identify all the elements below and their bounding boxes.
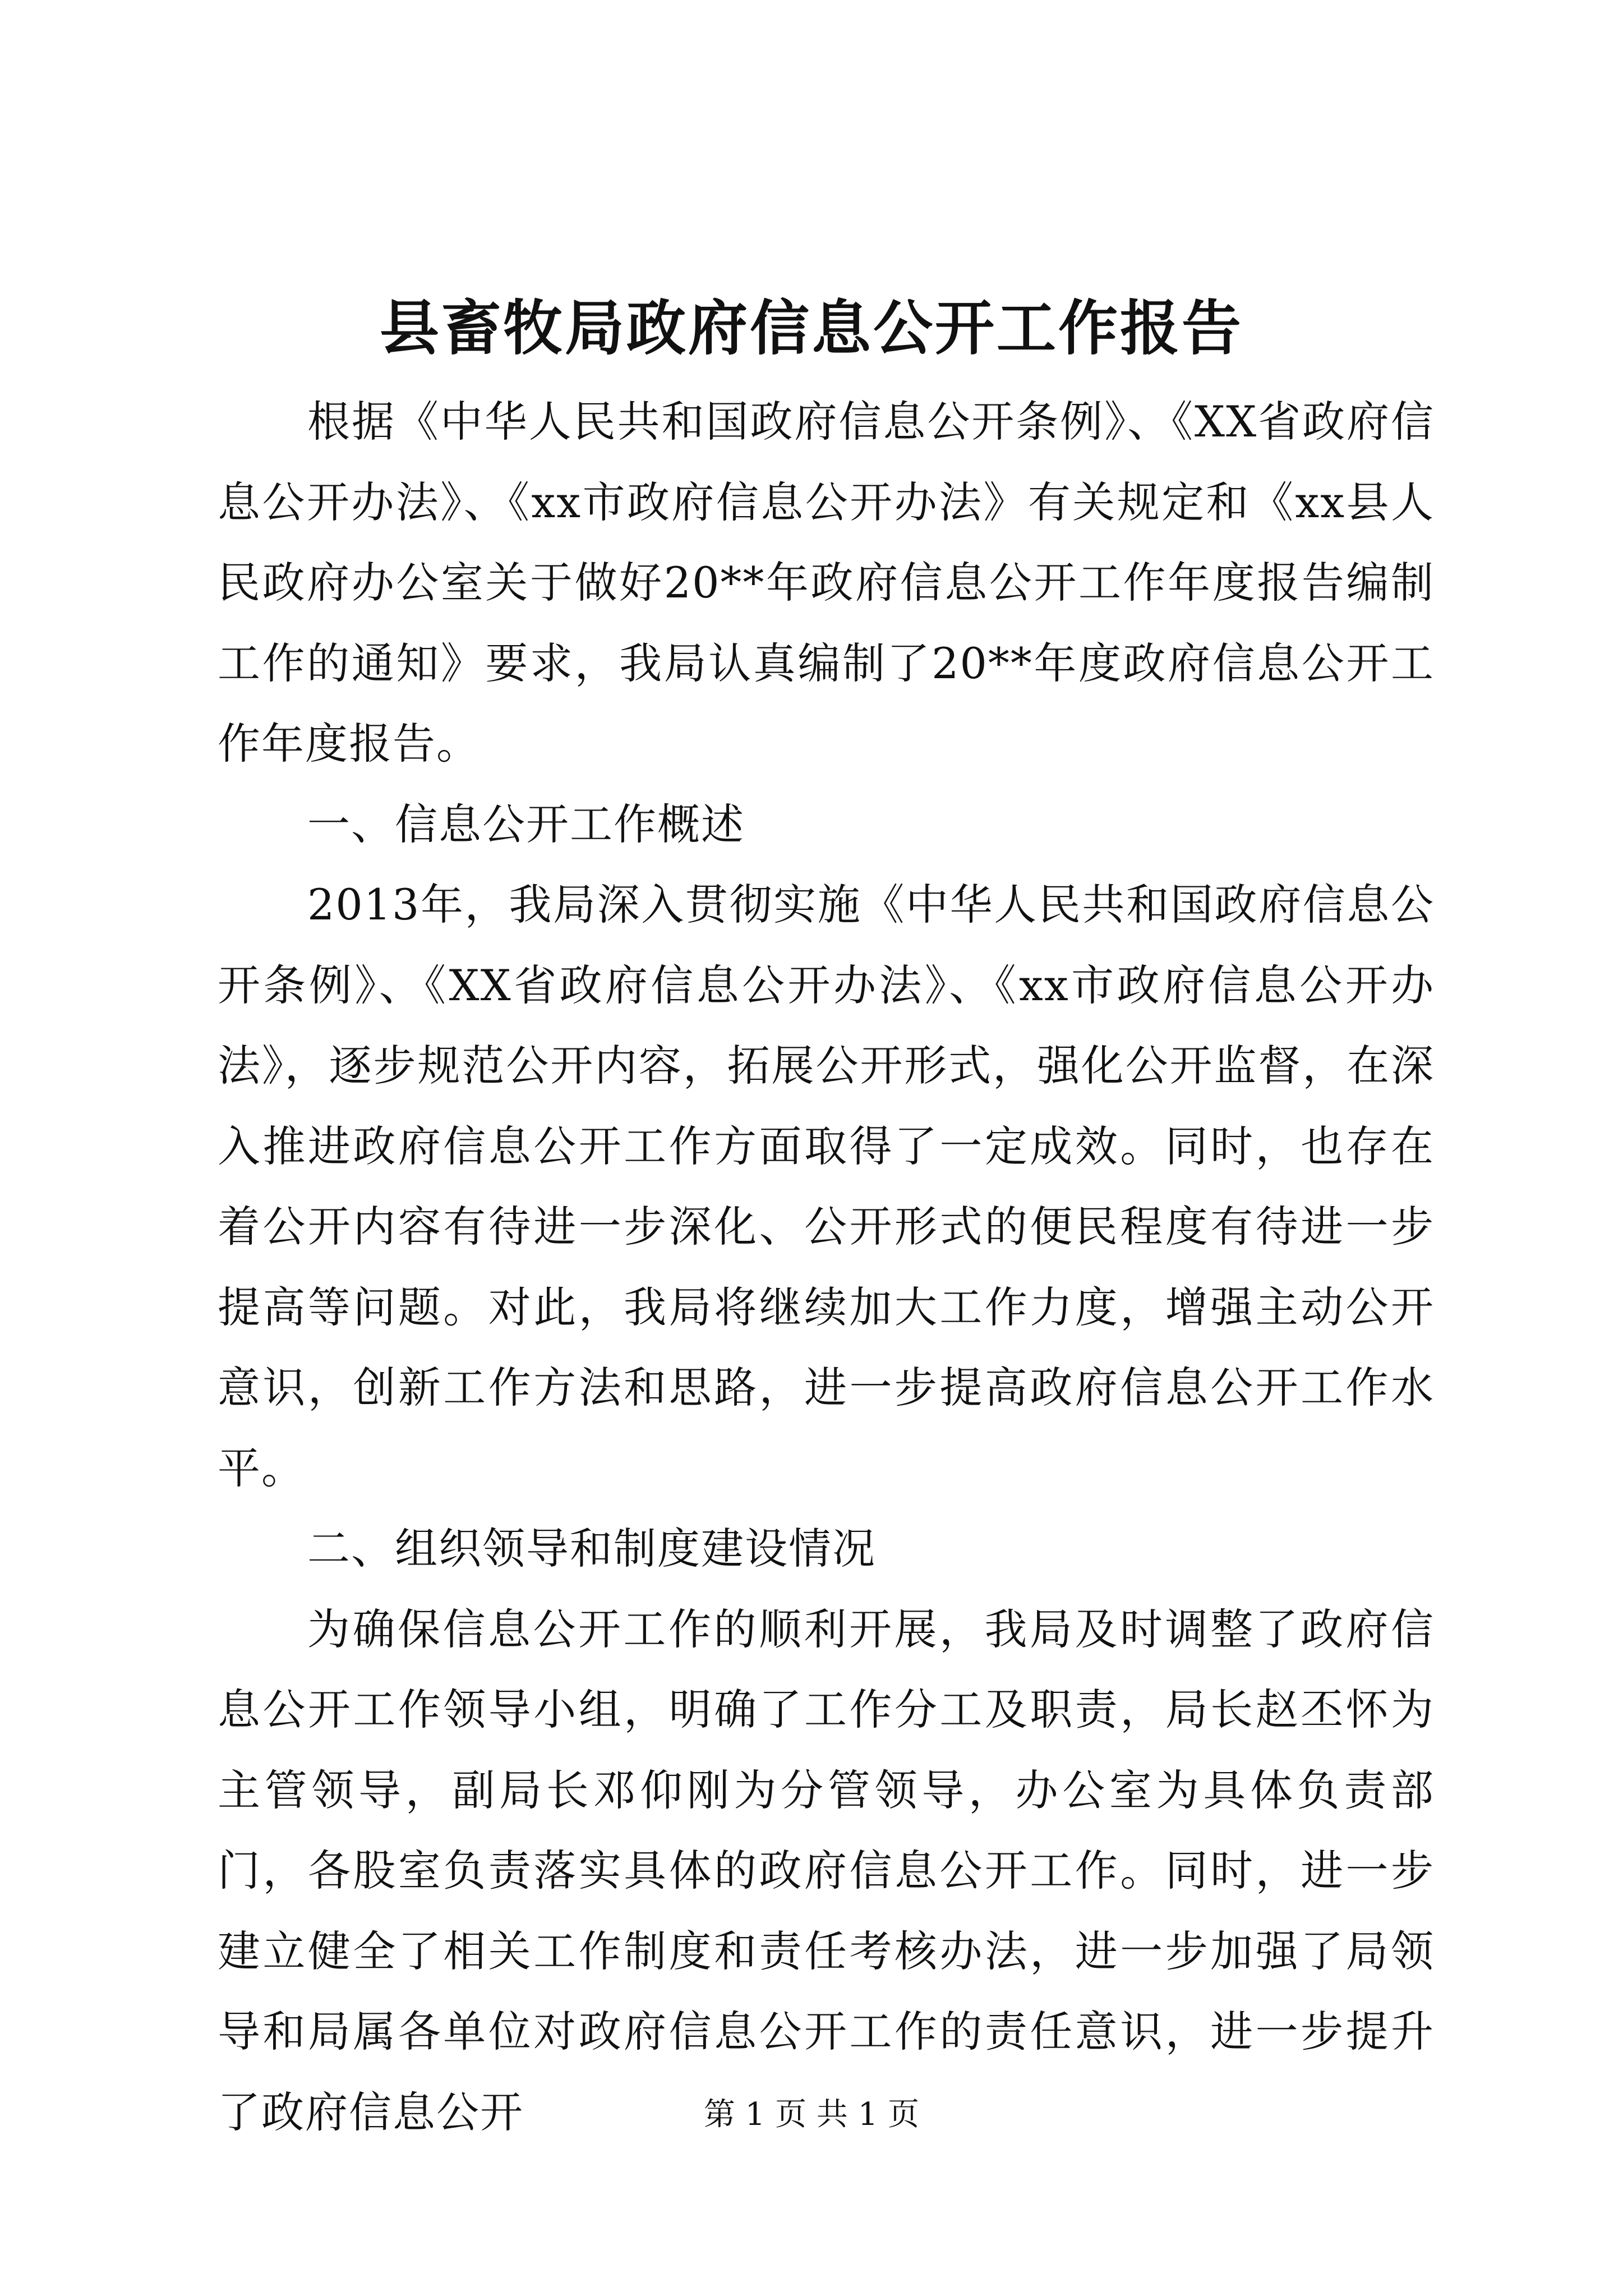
page-number-footer: 第 1 页 共 1 页 <box>703 2096 920 2133</box>
paragraph-organization: 为确保信息公开工作的顺利开展，我局及时调整了政府信息公开工作领导小组，明确了工作分工及职责，局长赵丕怀为主管领导，副局长邓仰刚为分管领导，办公室为具体负责部门，各股室负责落实具体的政府信息公开工作。同时，进一步建立健全了相关工作制度和责任考核办法，进一步加强了局领导和局属各单位对政府信息公开工作的责任意识，进一步提升了政府信息公开 <box>218 1604 1435 2137</box>
document-body <box>218 381 1435 2152</box>
paragraph-overview: 2013年，我局深入贯彻实施《中华人民共和国政府信息公开条例》、《XX省政府信息公开办法》、《xx市政府信息公开办法》，逐步规范公开内容，拓展公开形式，强化公开监督，在深入推进政府信息公开工作方面取得了一定成效。同时，也存在着公开内容有待进一步深化、公开形式的便民程度有待进一步提高等问题。对此，我局将继续加大工作力度，增强主动公开意识，创新工作方法和思路，进一步提高政府信息公开工作水平。 <box>218 880 1435 1493</box>
document-title: 县畜牧局政府信息公开工作报告 <box>380 293 1243 363</box>
paragraph-intro: 根据《中华人民共和国政府信息公开条例》、《XX省政府信息公开办法》、《xx市政府信息公开办法》有关规定和《xx县人民政府办公室关于做好20**年政府信息公开工作年度报告编制工作的通知》要求，我局认真编制了20**年度政府信息公开工作年度报告。 <box>218 397 1435 769</box>
section-heading-organization: 二、组织领导和制度建设情况 <box>307 1524 876 1573</box>
section-heading-overview: 一、信息公开工作概述 <box>307 799 745 849</box>
